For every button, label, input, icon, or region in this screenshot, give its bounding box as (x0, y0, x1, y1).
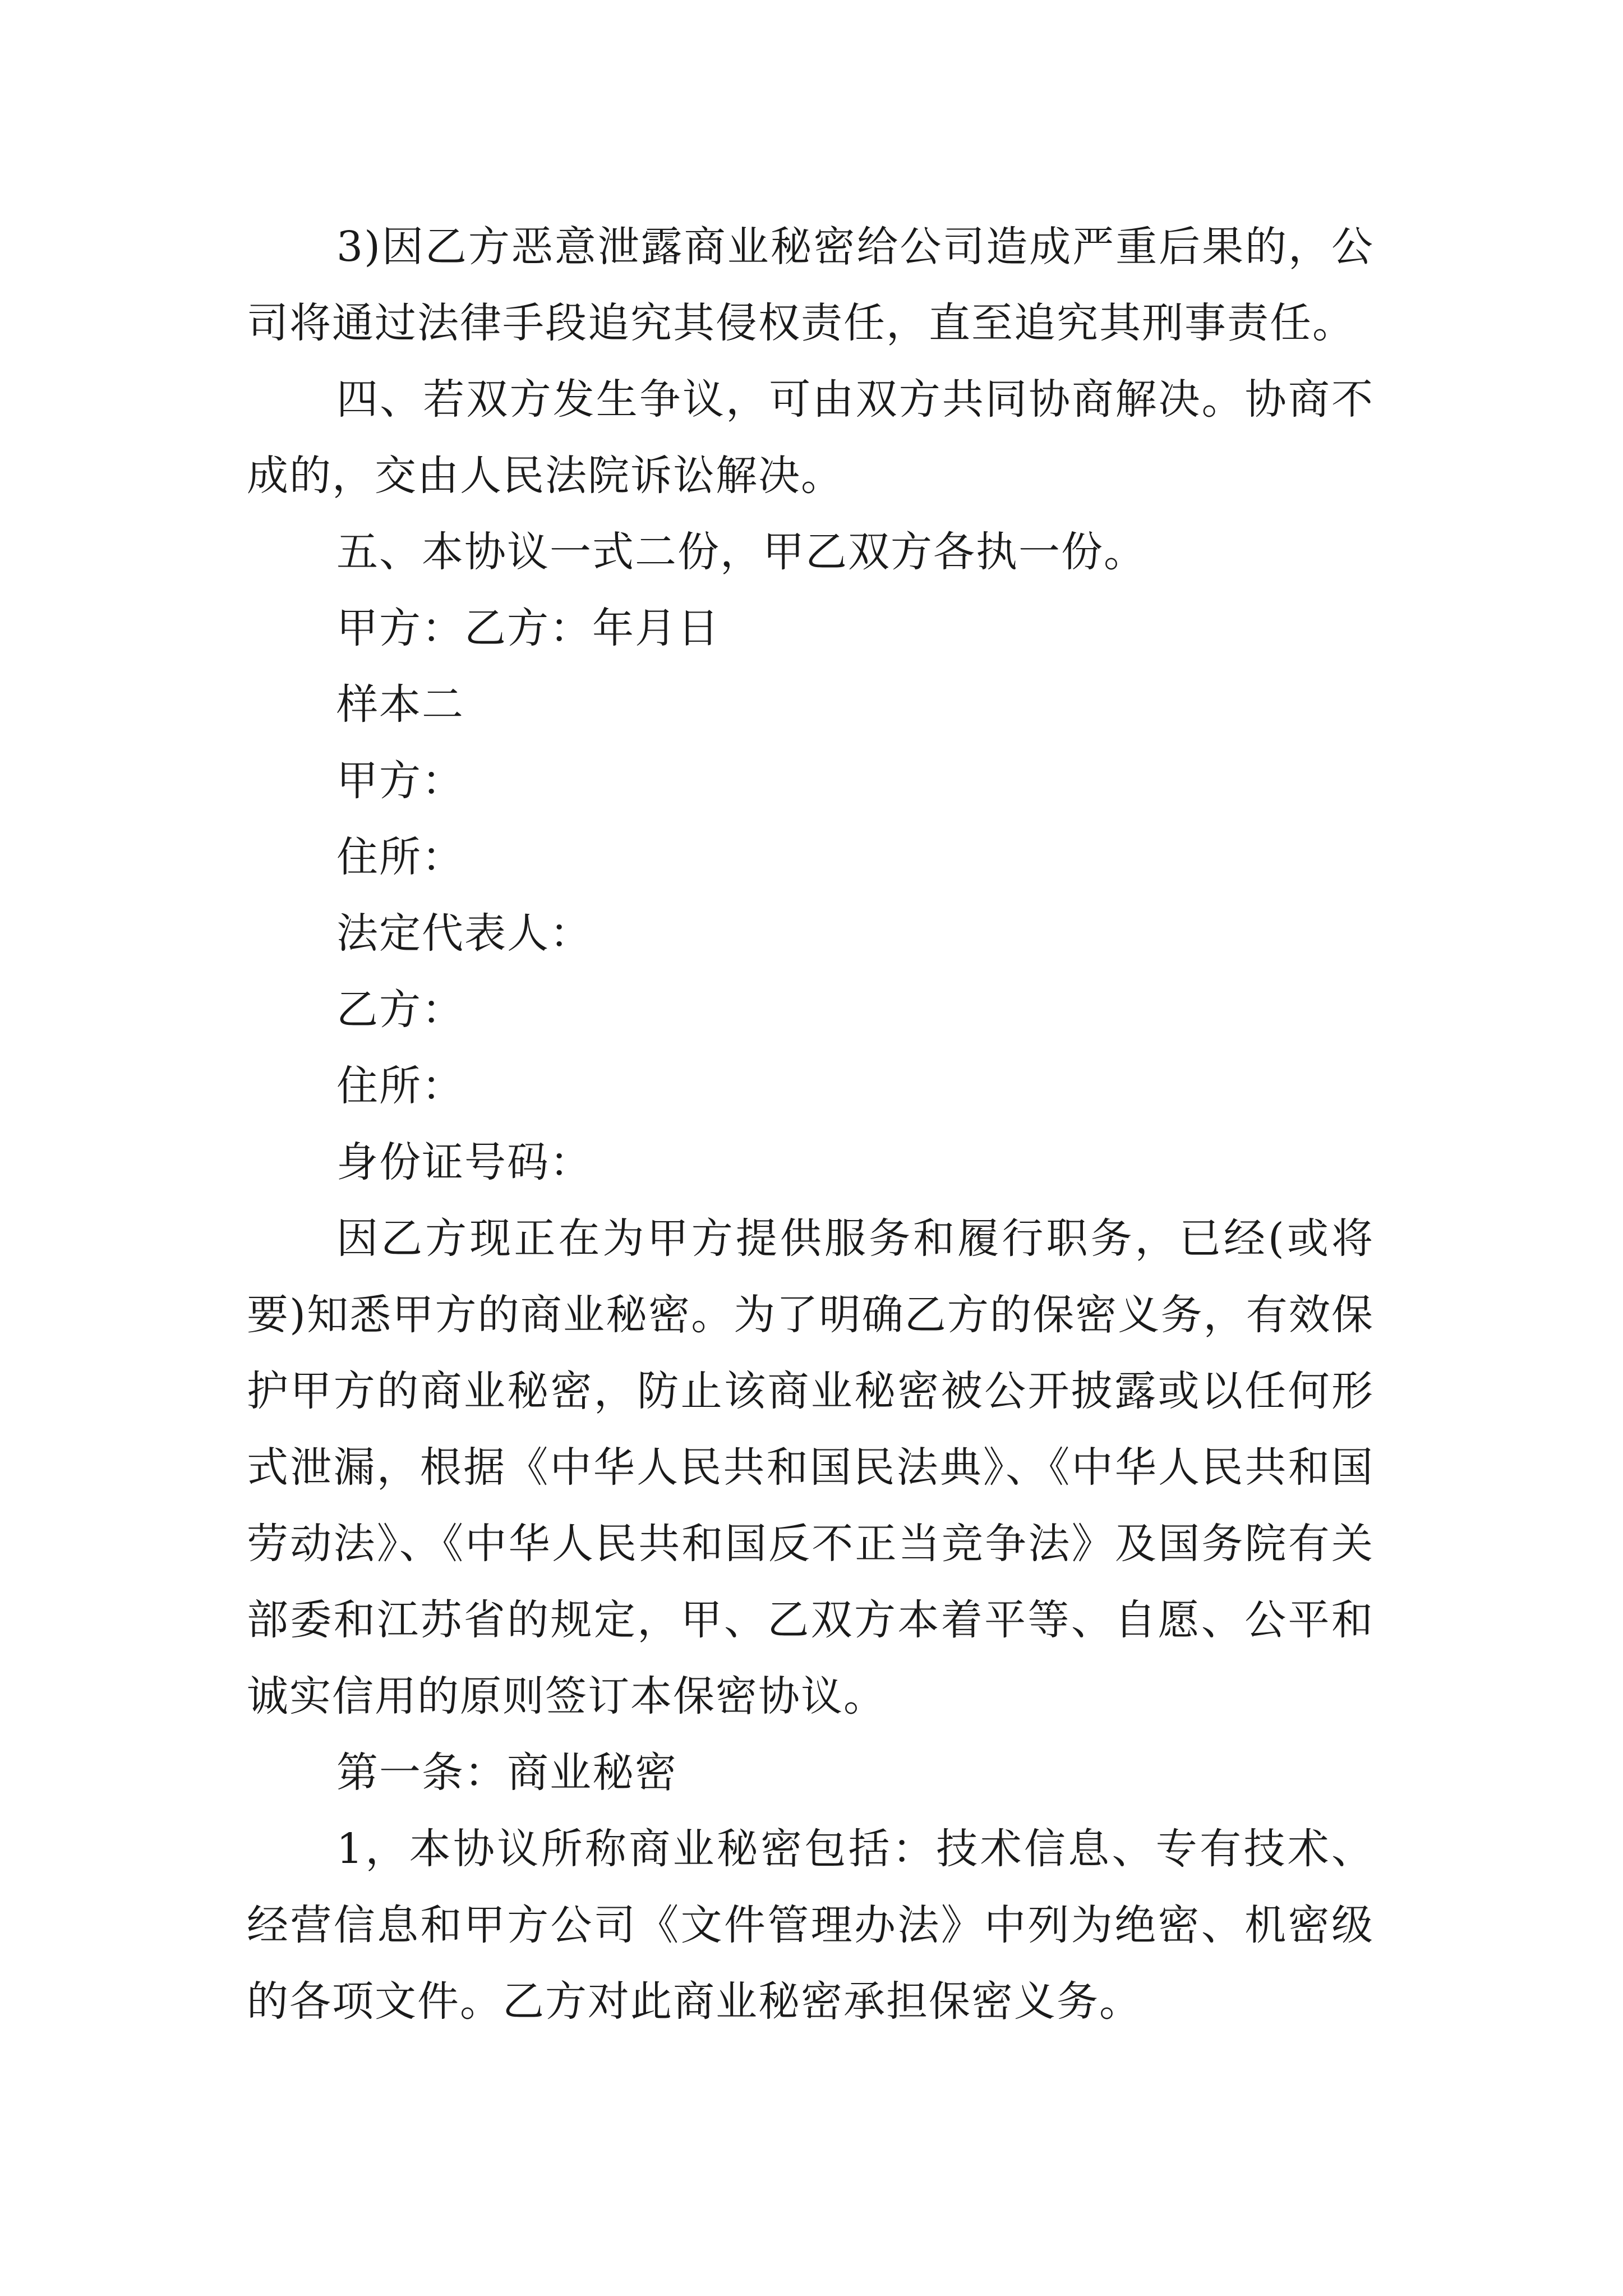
paragraph-copies: 五、本协议一式二份，甲乙双方各执一份。 (336, 528, 1146, 576)
field-legal-representative: 法定代表人： (336, 909, 592, 958)
document-body (247, 209, 1374, 2040)
article-one-heading: 第一条：商业秘密 (336, 1749, 677, 1797)
field-party-a: 甲方： (336, 757, 464, 805)
paragraph-preamble: 因乙方现正在为甲方提供服务和履行职务，已经(或将要)知悉甲方的商业秘密。为了明确乙方的保密义务，有效保护甲方的商业秘密，防止该商业秘密被公开披露或以任何形式泄漏，根据《中华人民共和国民法典》、《中华人民共和国劳动法》、《中华人民共和国反不正当竞争法》及国务院有关部委和江苏省的规定，甲、乙双方本着平等、自愿、公平和诚实信用的原则签订本保密协议。 (247, 1214, 1374, 1720)
field-party-a-address: 住所： (336, 833, 464, 881)
article-one-clause-1: 1，本协议所称商业秘密包括：技术信息、专有技术、经营信息和甲方公司《文件管理办法》中列为绝密、机密级的各项文件。乙方对此商业秘密承担保密义务。 (247, 1825, 1374, 2026)
paragraph-dispute-resolution: 四、若双方发生争议，可由双方共同协商解决。协商不成的，交由人民法院诉讼解决。 (247, 375, 1374, 500)
paragraph-sample-two-heading: 样本二 (336, 680, 464, 729)
field-id-number: 身份证号码： (336, 1138, 592, 1186)
paragraph-liability-clause-3: 3)因乙方恶意泄露商业秘密给公司造成严重后果的，公司将通过法律手段追究其侵权责任，直至追究其刑事责任。 (247, 223, 1374, 347)
field-party-b-address: 住所： (336, 1062, 464, 1110)
field-party-b: 乙方： (336, 986, 464, 1034)
paragraph-signature-line: 甲方：乙方：年月日 (336, 604, 720, 652)
